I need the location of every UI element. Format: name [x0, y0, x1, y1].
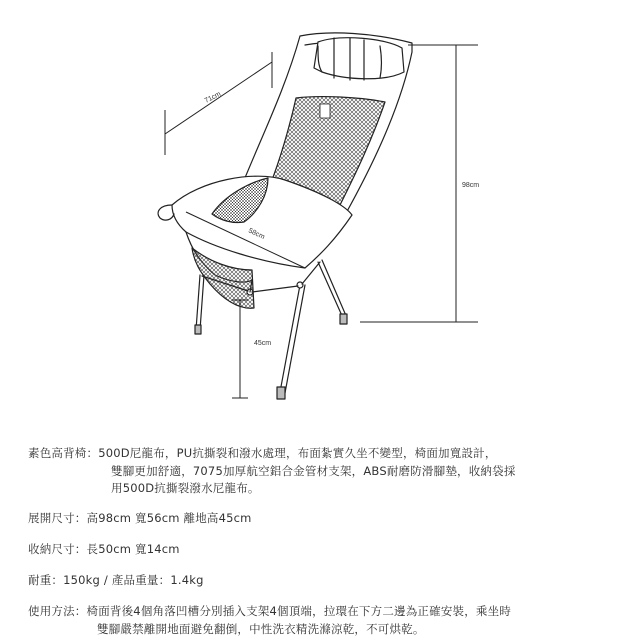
folded-size-spec — [28, 541, 628, 559]
chair-illustration — [158, 33, 412, 399]
height-dimension-label: 98cm — [462, 182, 480, 189]
load-separator: / — [100, 573, 112, 587]
seat-height-dimension-label: 45cm — [254, 340, 272, 347]
product-weight-value: 1.4kg — [170, 573, 204, 587]
load-value: 150kg — [63, 573, 101, 587]
usage-label: 使用方法： — [28, 604, 87, 618]
usage-line-2: 雙腳嚴禁離開地面避免翻倒，中性洗衣精洗滌涼乾，不可烘乾。 — [97, 621, 425, 636]
load-label: 耐重： — [28, 573, 64, 587]
usage-line-1: 椅面背後4個角落凹槽分別插入支架4個頂端，拉環在下方二邊為正確安裝，乘坐時 — [86, 604, 512, 618]
unfolded-size-spec — [28, 510, 628, 528]
material-line-1: 500D尼龍布，PU抗撕裂和潑水處理，布面紮實久坐不變型，椅面加寬設計， — [98, 446, 497, 460]
material-line-2: 雙腳更加舒適，7075加厚航空鋁合金管材支架，ABS耐磨防滑腳墊，收納袋採 — [111, 463, 516, 478]
unfolded-size-label: 展開尺寸： — [28, 511, 87, 525]
unfolded-size-value: 高98cm 寬56cm 離地高45cm — [86, 511, 252, 525]
width-dimension-label: 71cm — [203, 90, 223, 105]
usage-spec — [28, 603, 628, 638]
product-weight-label: 產品重量： — [111, 573, 171, 587]
load-weight-spec — [28, 572, 628, 590]
folded-size-value: 長50cm 寬14cm — [86, 542, 180, 556]
material-line-3: 用500D抗撕裂潑水尼龍布。 — [111, 481, 260, 495]
folded-size-label: 收納尺寸： — [28, 542, 87, 556]
material-spec — [28, 445, 628, 498]
seat-dimension-label: 58cm — [247, 227, 266, 242]
material-label: 素色高背椅： — [28, 446, 99, 460]
